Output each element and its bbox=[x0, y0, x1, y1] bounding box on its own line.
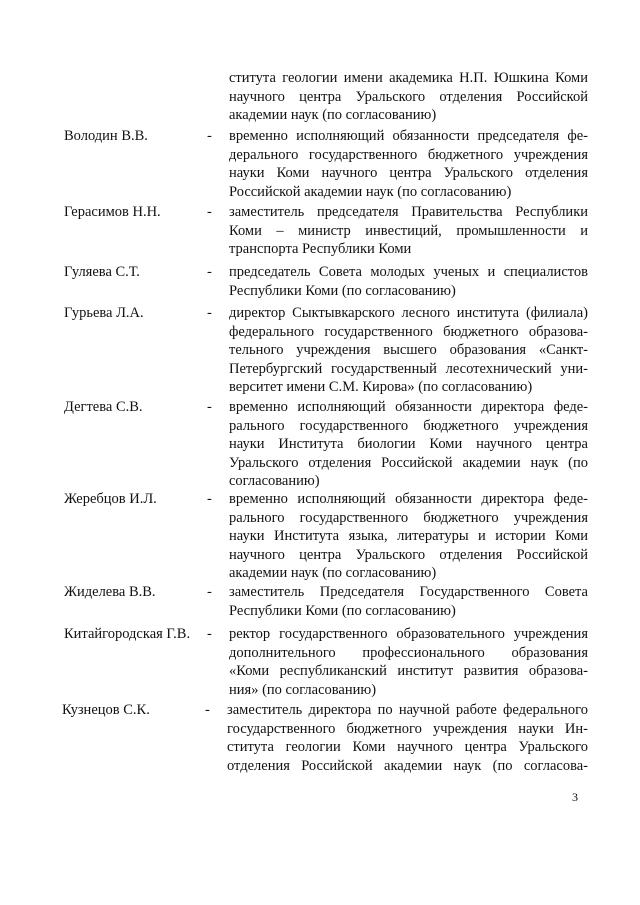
description-line: Петербургский государственный лесотехнический уни- bbox=[229, 360, 588, 377]
description-line: тельного учреждения высшего образования «Санкт- bbox=[229, 342, 588, 358]
description-line: Республики Коми (по согласованию) bbox=[229, 602, 456, 619]
description-line: заместитель Председателя Государственного Совета bbox=[229, 584, 588, 600]
member-description bbox=[229, 203, 588, 259]
description-line: заместитель председателя Правительства Республики bbox=[229, 204, 588, 220]
description-line: отделения Российской академии наук (по согласова- bbox=[227, 757, 588, 774]
member-name: Китайгородская Г.В. bbox=[64, 626, 191, 642]
member-name: Володин В.В. bbox=[64, 128, 148, 144]
member-name: Кузнецов С.К. bbox=[62, 702, 150, 718]
description-line: науки Коми научного центра Уральского отделения bbox=[229, 165, 588, 181]
description-line: верситет имени С.М. Кирова» (по согласованию) bbox=[229, 379, 533, 395]
separator-dash: - bbox=[207, 584, 212, 600]
description-line: «Коми республиканский институт развития образова- bbox=[229, 663, 588, 679]
separator-dash: - bbox=[207, 128, 212, 144]
description-line: Коми – министр инвестиций, промышленности и bbox=[229, 222, 588, 239]
description-line: ректор государственного образовательного учреждения bbox=[229, 626, 588, 642]
separator-dash: - bbox=[207, 264, 212, 280]
member-description bbox=[229, 398, 588, 491]
description-line: федерального государственного бюджетного образова- bbox=[229, 323, 588, 340]
member-description bbox=[229, 127, 588, 201]
member-description bbox=[229, 304, 588, 397]
separator-dash: - bbox=[207, 491, 212, 507]
member-name: Герасимов Н.Н. bbox=[64, 204, 161, 220]
description-line: заместитель директора по научной работе федерального bbox=[227, 702, 588, 718]
description-line: Российской академии наук (по согласованию) bbox=[229, 183, 512, 200]
description-line: науки Института биологии Коми научного центра bbox=[229, 436, 588, 452]
member-name: Дегтева С.В. bbox=[64, 399, 143, 415]
description-line: науки Института языка, литературы и истории Коми bbox=[229, 528, 588, 544]
separator-dash: - bbox=[205, 702, 210, 718]
description-line: дополнительного профессионального образования bbox=[229, 644, 588, 661]
member-description bbox=[229, 490, 588, 583]
member-name: Жеребцов И.Л. bbox=[64, 491, 157, 507]
description-line: временно исполняющий обязанности директора феде- bbox=[229, 399, 588, 415]
description-line: ститута геологии имени академика Н.П. Юшкина Коми bbox=[229, 70, 588, 86]
continuation-description bbox=[229, 69, 588, 125]
description-line: государственного бюджетного учреждения науки Ин- bbox=[227, 720, 588, 737]
description-line: директор Сыктывкарского лесного института (филиала) bbox=[229, 305, 588, 321]
separator-dash: - bbox=[207, 305, 212, 321]
description-line: Уральского отделения Российской академии наук (по bbox=[229, 454, 588, 471]
description-line: председатель Совета молодых ученых и специалистов bbox=[229, 264, 588, 280]
member-name: Гуляева С.Т. bbox=[64, 264, 140, 280]
description-line: Республики Коми (по согласованию) bbox=[229, 282, 456, 299]
description-line: транспорта Республики Коми bbox=[229, 241, 412, 257]
separator-dash: - bbox=[207, 399, 212, 415]
description-line: временно исполняющий обязанности председателя фе- bbox=[229, 128, 588, 144]
separator-dash: - bbox=[207, 626, 212, 642]
separator-dash: - bbox=[207, 204, 212, 220]
description-line: временно исполняющий обязанности директора феде- bbox=[229, 491, 588, 507]
description-line: ния» (по согласованию) bbox=[229, 681, 377, 698]
description-line: рального государственного бюджетного учреждения bbox=[229, 509, 588, 526]
description-line: академии наук (по согласованию) bbox=[229, 565, 437, 581]
member-name: Гурьева Л.А. bbox=[64, 305, 144, 321]
page-number: 3 bbox=[572, 790, 578, 804]
member-description bbox=[229, 583, 588, 620]
description-line: научного центра Уральского отделения Российской bbox=[229, 88, 588, 105]
description-line: академии наук (по согласованию) bbox=[229, 107, 437, 123]
member-name: Жиделева В.В. bbox=[64, 584, 156, 600]
description-line: дерального государственного бюджетного учреждения bbox=[229, 146, 588, 163]
description-line: согласованию) bbox=[229, 473, 320, 489]
description-line: ститута геологии Коми научного центра Уральского bbox=[227, 739, 588, 755]
member-description bbox=[229, 263, 588, 300]
member-description bbox=[229, 625, 588, 699]
description-line: рального государственного бюджетного учреждения bbox=[229, 417, 588, 434]
description-line: научного центра Уральского отделения Российской bbox=[229, 546, 588, 563]
member-description bbox=[227, 701, 588, 775]
